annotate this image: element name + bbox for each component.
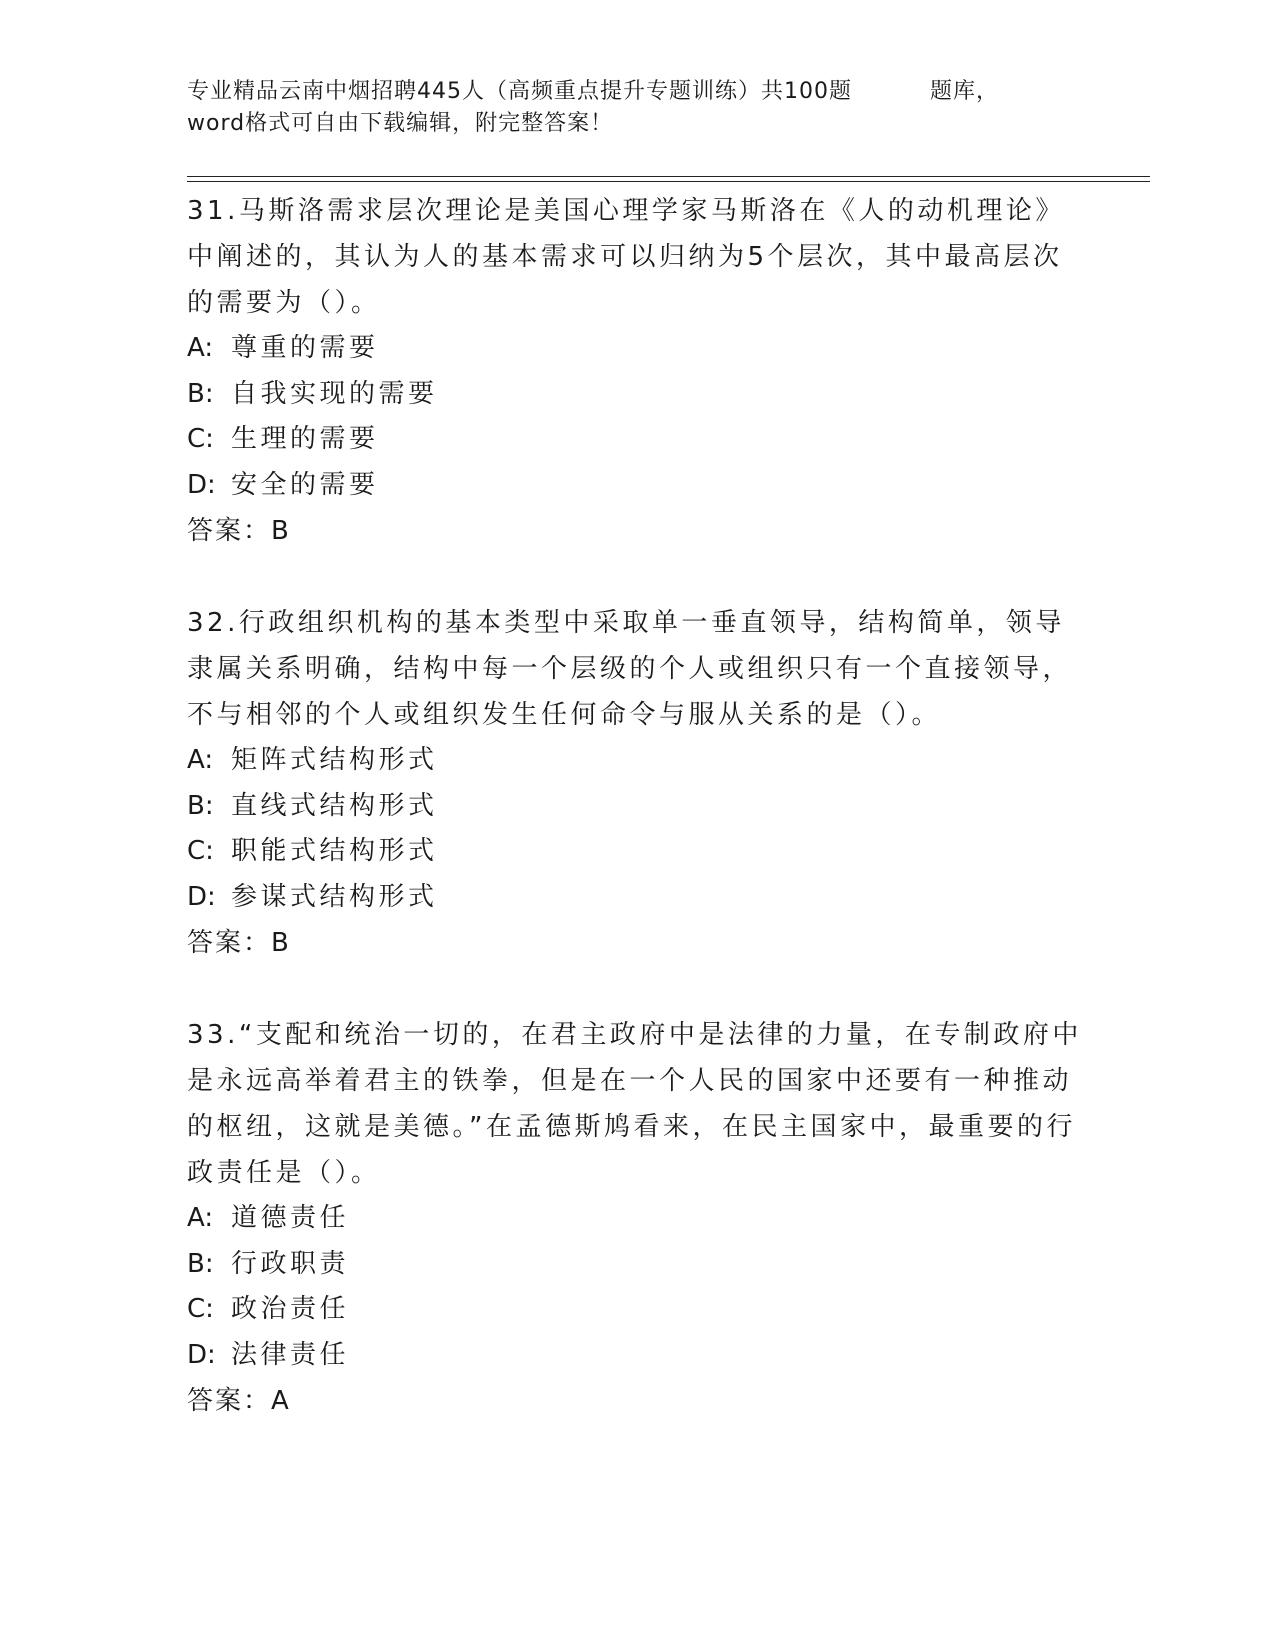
- option-text: 安全的需要: [231, 469, 379, 500]
- option-d: [187, 1333, 1087, 1379]
- header-title-suffix: 题库，: [929, 79, 999, 104]
- question-32: [187, 600, 1087, 966]
- header-divider-bottom: [187, 181, 1150, 182]
- option-c: [187, 1287, 1087, 1333]
- option-text: 自我实现的需要: [231, 378, 438, 409]
- option-d: [187, 875, 1087, 921]
- question-text: 33.“支配和统治一切的，在君主政府中是法律的力量，在专制政府中是永远高举着君主的铁拳，但是在一个人民的国家中还要有一种推动的枢纽，这就是美德。”在孟德斯鸠看来，在民主国家中，最重要的行政责任是（）。: [187, 1020, 1082, 1188]
- header-line-2: word格式可自由下载编辑，附完整答案！: [187, 111, 614, 136]
- option-letter: A:: [187, 1203, 214, 1233]
- question-spacer: [187, 966, 1087, 1012]
- option-a: [187, 326, 1087, 372]
- option-d: [187, 463, 1087, 509]
- question-text: 31.马斯洛需求层次理论是美国心理学家马斯洛在《人的动机理论》中阐述的，其认为人的基本需求可以归纳为5个层次，其中最高层次的需要为（）。: [187, 196, 1065, 318]
- question-33: [187, 1012, 1087, 1424]
- header-title: 专业精品云南中烟招聘445人（高频重点提升专题训练）共100题: [187, 79, 852, 104]
- header-divider-top: [187, 176, 1150, 177]
- option-text: 法律责任: [231, 1339, 350, 1370]
- option-b: [187, 1242, 1087, 1288]
- option-letter: B:: [187, 1248, 214, 1279]
- option-a: [187, 1196, 1087, 1242]
- answer-line: 答案：A: [187, 1386, 291, 1416]
- question-text: 32.行政组织机构的基本类型中采取单一垂直领导，结构简单，领导隶属关系明确，结构中每一个层级的个人或组织只有一个直接领导，不与相邻的个人或组织发生任何命令与服从关系的是（）。: [187, 608, 1073, 730]
- option-letter: D:: [187, 469, 216, 500]
- option-letter: C:: [187, 836, 214, 866]
- answer-line: 答案：B: [187, 928, 291, 958]
- option-letter: A:: [187, 745, 214, 775]
- option-a: [187, 738, 1087, 784]
- option-text: 生理的需要: [231, 424, 379, 454]
- answer-line: 答案：B: [187, 516, 291, 546]
- option-text: 参谋式结构形式: [231, 881, 438, 912]
- option-text: 政治责任: [231, 1294, 350, 1324]
- option-text: 道德责任: [231, 1203, 350, 1233]
- option-text: 直线式结构形式: [231, 790, 438, 821]
- option-letter: B:: [187, 378, 214, 409]
- question-list: [187, 188, 1087, 1424]
- option-text: 行政职责: [231, 1248, 350, 1279]
- option-text: 矩阵式结构形式: [231, 745, 438, 775]
- option-letter: C:: [187, 1294, 214, 1324]
- document-header: [187, 76, 1087, 140]
- option-b: [187, 372, 1087, 418]
- option-c: [187, 417, 1087, 463]
- option-letter: B:: [187, 790, 214, 821]
- option-c: [187, 829, 1087, 875]
- question-31: [187, 188, 1087, 554]
- option-letter: D:: [187, 881, 216, 912]
- header-line-1: [187, 76, 1087, 108]
- option-text: 职能式结构形式: [231, 836, 438, 866]
- option-letter: A:: [187, 333, 214, 363]
- question-spacer: [187, 554, 1087, 600]
- option-b: [187, 784, 1087, 830]
- option-letter: D:: [187, 1339, 216, 1370]
- option-letter: C:: [187, 424, 214, 454]
- option-text: 尊重的需要: [231, 333, 379, 363]
